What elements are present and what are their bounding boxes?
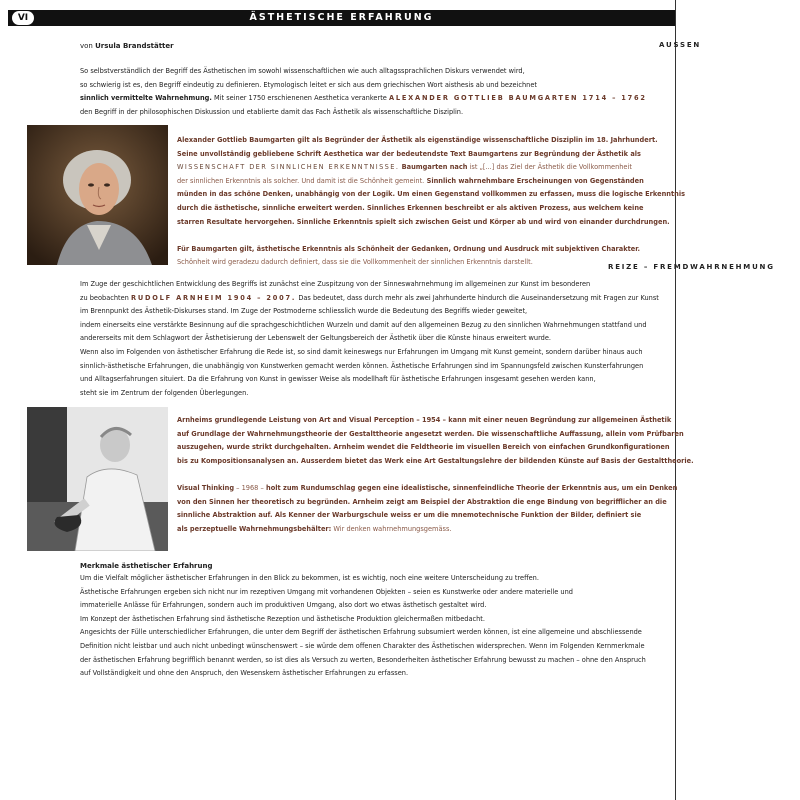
text-line: So selbstverständlich der Begriff des Ästhetischen im sowohl wissenschaftlichen wie auch alltagssprachlichen Diskurs verwendet wird, xyxy=(80,67,525,75)
section-heading: Merkmale ästhetischer Erfahrung xyxy=(80,562,213,570)
author-name: Ursula Brandstätter xyxy=(95,42,174,50)
text-line: Wenn also im Folgenden von ästhetischer Erfahrung die Rede ist, so sind damit keineswegs nur Erfahrungen im Umgang mit Kunst gemeint, sondern darüber hinaus auch xyxy=(80,347,643,356)
text-line: indem einerseits eine verstärkte Besinnung auf die sprachgeschichtlichen Wurzeln und damit auf den allgemeinen Bezug zu den sinnlichen Wahrnehmungen stattfand und xyxy=(80,320,647,329)
text-line: Arnheims grundlegende Leistung von Art and Visual Perception – 1954 – kann mit einer neuen Begründung zur allgemeinen Ästhetik xyxy=(177,416,672,424)
text-line: auszugehen, wurde strikt durchgehalten. Arnheim wendet die Feldtheorie im visuellen Bereich von einfachen Grundkonfigurationen xyxy=(177,443,670,452)
bold-phrase: Visual Thinking xyxy=(177,483,235,492)
quote-arnheim xyxy=(177,414,694,536)
person-name-baumgarten: ALEXANDER GOTTLIEB BAUMGARTEN 1714 – 1762 xyxy=(388,94,647,103)
text-line: starren Resultate hervorgehen. Sinnliche Erkenntnis spielt sich zwischen Geist und Körper ab und wird von einander durchdrungen. xyxy=(177,217,670,226)
text-line: Alexander Gottlieb Baumgarten gilt als Begründer der Ästhetik als eigenständige wissenschaftliche Disziplin im 18. Jahrhundert. xyxy=(177,136,658,144)
text-line: im Brennpunkt des Ästhetik-Diskurses stand. Im Zuge der Postmoderne schliesslich wurde die Bedeutung des Begriffs wieder geweitet, xyxy=(80,307,528,316)
text-line xyxy=(80,92,680,106)
text-line: sinnliche Abstraktion auf. Als Kenner der Warburgschule weiss er um die mnemotechnische Funktion der Bilder, definiert sie xyxy=(177,511,642,520)
text-line: den Begriff in der philosophischen Diskussion und etablierte damit das Fach Ästhetik als wissenschaftliche Disziplin. xyxy=(80,107,464,116)
author-prefix: von xyxy=(80,42,93,50)
text-line: andererseits mit dem Schlagwort der Ästhetisierung der Lebenswelt der Geltungsbereich der Ästhetik über die Künste hinaus erweitert wurde. xyxy=(80,334,552,343)
light-phrase: ist „[...] das Ziel der Ästhetik die Vollkommenheit xyxy=(467,163,632,172)
intro-paragraph xyxy=(80,65,680,119)
text-line: von den Sinnen her theoretisch zu begründen. Arnheim zeigt am Beispiel der Abstraktion die enge Bindung von begrifflicher an die xyxy=(177,497,667,506)
text-line xyxy=(177,161,685,175)
header-bar xyxy=(8,10,675,26)
text-line: sinnlich-ästhetische Erfahrungen, die unabhängig von Kunstwerken gemacht werden können. Ästhetische Erfahrungen sind im Spannungsfeld zwischen Kunsterfahrungen xyxy=(80,361,644,370)
bold-phrase: Sinnlich wahrnehmbare Erscheinungen von Gegenständen xyxy=(424,176,644,185)
light-phrase: Wir denken wahrnehmungsgemäss. xyxy=(331,524,452,533)
text-line: Um die Vielfalt möglicher ästhetischer Erfahrungen in den Blick zu bekommen, ist es wichtig, noch eine weitere Unterscheidung zu treffen. xyxy=(80,574,539,582)
text-line: immaterielle Anlässe für Erfahrungen, sondern auch im produktiven Umgang, also dort wo etwas ästhetisch gestaltet wird. xyxy=(80,601,487,610)
text-line: durch die ästhetische, sinnliche erweitert werden. Sinnliches Erkennen beschreibt er als aktiven Prozess, aus welchem keine xyxy=(177,203,644,212)
text-line xyxy=(177,482,694,496)
bold-phrase: sinnlich vermittelte Wahrnehmung. xyxy=(80,94,212,103)
spaced-phrase: WISSENSCHAFT DER SINNLICHEN ERKENNTNISSE. xyxy=(177,163,400,172)
text-line xyxy=(177,523,694,537)
text-line: münden in das schöne Denken, unabhängig von der Logik. Um einen Gegenstand vollkommen zu erfassen, muss die logische Erkenntnis xyxy=(177,190,686,199)
text-line: Angesichts der Fülle unterschiedlicher Erfahrungen, die unter dem Begriff der ästhetischen Erfahrung subsumiert werden können, ist eine allgemeine und abschliessende xyxy=(80,628,642,637)
portrait-baumgarten-image xyxy=(27,125,168,265)
bold-phrase: als perzeptuelle Wahrnehmungsbehälter: xyxy=(177,524,332,533)
photo-arnheim-image xyxy=(27,407,168,551)
page-number: VI xyxy=(12,11,34,25)
text-span: Mit seiner 1750 erschienenen Aesthetica verankerte xyxy=(211,94,389,103)
side-label-reize: REIZE – FREMDWAHRNEHMUNG xyxy=(608,263,775,271)
text-line: Definition nicht leistbar und auch nicht unbedingt wünschenswert – sie würde dem offenen Charakter des Ästhetischen widersprechen. Wenn im Folgenden Kernmerkmale xyxy=(80,641,645,650)
text-line: bis zu Kompositionsanalysen an. Ausserdem bietet das Werk eine Art Gestaltungslehre der bildenden Künste auf Basis der Gestalttheorie. xyxy=(177,456,694,465)
text-line: Im Konzept der ästhetischen Erfahrung sind ästhetische Rezeption und ästhetische Produktion gleichermaßen mitbedacht. xyxy=(80,614,485,623)
author-line xyxy=(80,42,174,50)
text-line: und Alltagserfahrungen situiert. Da die Erfahrung von Kunst in gewisser Weise als modellhaft für ästhetische Erfahrungen insgesamt gesehen werden kann, xyxy=(80,375,596,384)
bold-phrase: Baumgarten nach xyxy=(399,163,468,172)
text-line: auf Vollständigkeit und ohne den Anspruch, den Wesenskern ästhetischer Erfahrungen zu erfassen. xyxy=(80,669,409,678)
body-paragraph-1 xyxy=(80,278,680,400)
text-span: zu beobachten xyxy=(80,293,131,302)
quote-baumgarten xyxy=(177,134,685,270)
text-line: steht sie im Zentrum der folgenden Überlegungen. xyxy=(80,388,249,397)
text-span: Das bedeutet, dass durch mehr als zwei Jahrhunderte hindurch die Auseinandersetzung mit Fragen zur Kunst xyxy=(296,293,659,302)
person-name-arnheim: RUDOLF ARNHEIM 1904 – 2007. xyxy=(130,293,297,302)
text-line xyxy=(177,175,685,189)
text-line: Für Baumgarten gilt, ästhetische Erkenntnis als Schönheit der Gedanken, Ordnung und Ausdruck mit subjektiven Charakter. xyxy=(177,244,641,253)
text-line: auf Grundlage der Wahrnehmungstheorie der Gestalttheorie angesetzt werden. Die wissenschaftliche Auffassung, allein vom Prüfbaren xyxy=(177,429,684,438)
text-line: so schwierig ist es, den Begriff eindeutig zu definieren. Etymologisch leitet er sich aus dem griechischen Wort aisthesis ab und bezeichnet xyxy=(80,80,537,89)
text-line: Ästhetische Erfahrungen ergeben sich nicht nur im rezeptiven Umgang mit vorhandenen Objekten – seien es Kunstwerke oder andere materielle und xyxy=(80,587,573,596)
text-line: Seine unvollständig gebliebene Schrift Aesthetica war der bedeutendste Text Baumgartens zur Begründung der Ästhetik als xyxy=(177,149,641,158)
text-line xyxy=(80,292,680,306)
body-paragraph-2 xyxy=(80,572,680,681)
page-title: ÄSTHETISCHE ERFAHRUNG xyxy=(249,12,434,23)
text-line: Im Zuge der geschichtlichen Entwicklung des Begriffs ist zunächst eine Zuspitzung von der Sinneswahrnehmung im allgemeinen zur Kunst im besonderen xyxy=(80,280,591,288)
side-label-aussen: AUSSEN xyxy=(659,41,702,49)
bold-phrase: holt zum Rundumschlag gegen eine idealistische, sinnenfeindliche Theorie der Erkenntnis aus, um ein Denken xyxy=(263,483,678,492)
text-line: Schönheit wird geradezu dadurch definiert, dass sie die Vollkommenheit der sinnlichen Erkenntnis darstellt. xyxy=(177,258,533,267)
text-line: der ästhetischen Erfahrung begrifflich benannt werden, so ist dies als Versuch zu werten, Besonderheiten ästhetischer Erfahrung bewusst zu machen – ohne den Anspruch xyxy=(80,655,646,664)
light-phrase: der sinnlichen Erkenntnis als solcher. Und damit ist die Schönheit gemeint. xyxy=(177,176,425,185)
light-phrase: – 1968 – xyxy=(234,483,264,492)
